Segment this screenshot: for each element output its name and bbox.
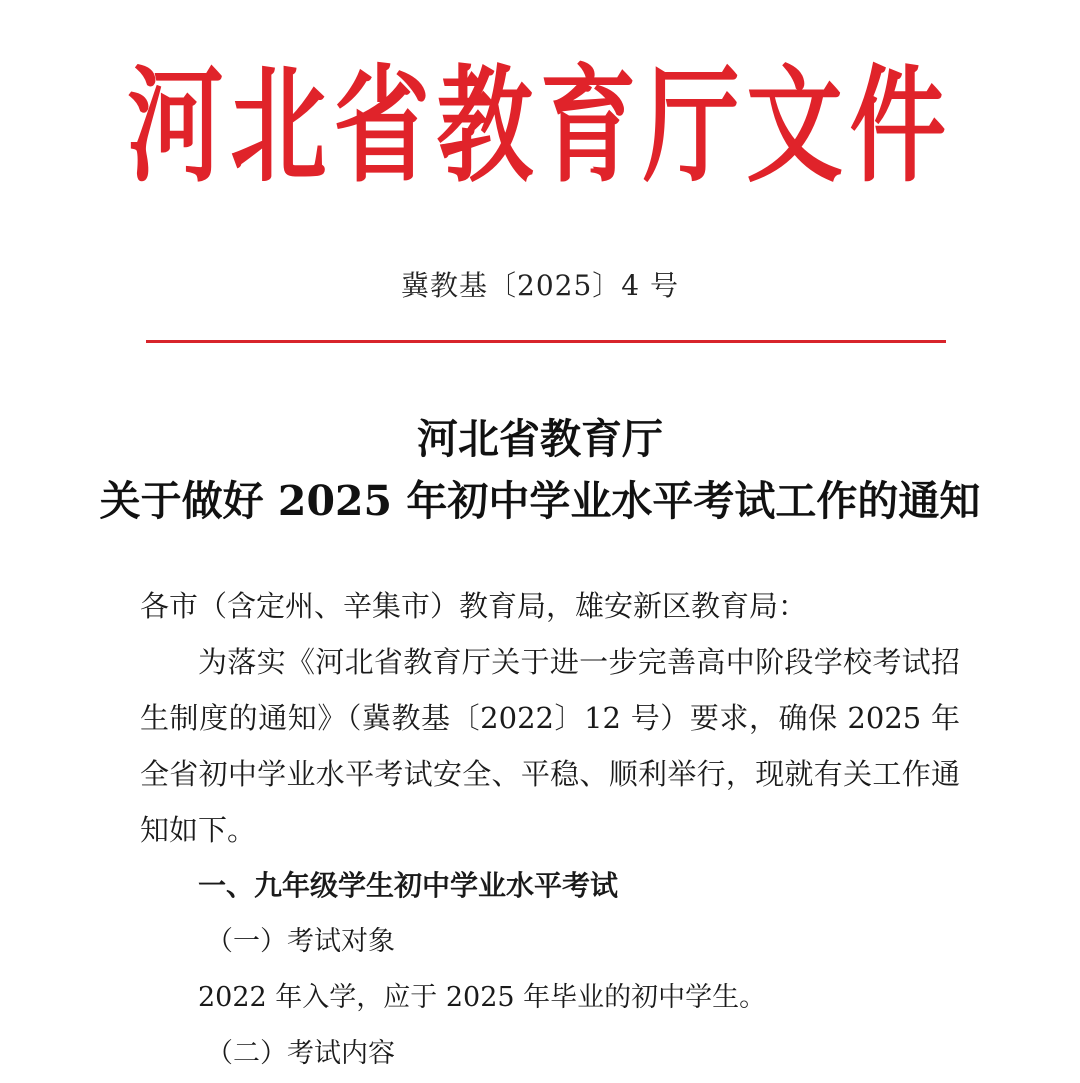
subsection-2-heading: （二）考试内容 [206,1038,395,1069]
subsection-1-text: 2022 年入学，应于 2025 年毕业的初中学生。 [198,982,767,1013]
headline-line-2: 关于做好 2025 年初中学业水平考试工作的通知 [99,477,981,525]
notice-body [140,578,960,1082]
letterhead-title: 河北省教育厅文件 [127,54,953,200]
subsection-1-heading: （一）考试对象 [206,926,395,957]
section-1-heading: 一、九年级学生初中学业水平考试 [198,869,619,902]
intro-paragraph: 为落实《河北省教育厅关于进一步完善高中阶段学校考试招生制度的通知》（冀教基〔2022〕12 号）要求，确保 2025 年全省初中学业水平考试安全、平稳、顺利举行，现就有关工作通知如下。 [140,645,960,847]
document-number: 冀教基〔2025〕4 号 [401,269,679,302]
headline-line-1: 河北省教育厅 [417,415,663,463]
letterhead [0,54,1080,200]
notice-headline [0,408,1080,532]
salutation: 各市（含定州、辛集市）教育局，雄安新区教育局： [140,589,808,623]
red-divider-rule [146,340,946,343]
